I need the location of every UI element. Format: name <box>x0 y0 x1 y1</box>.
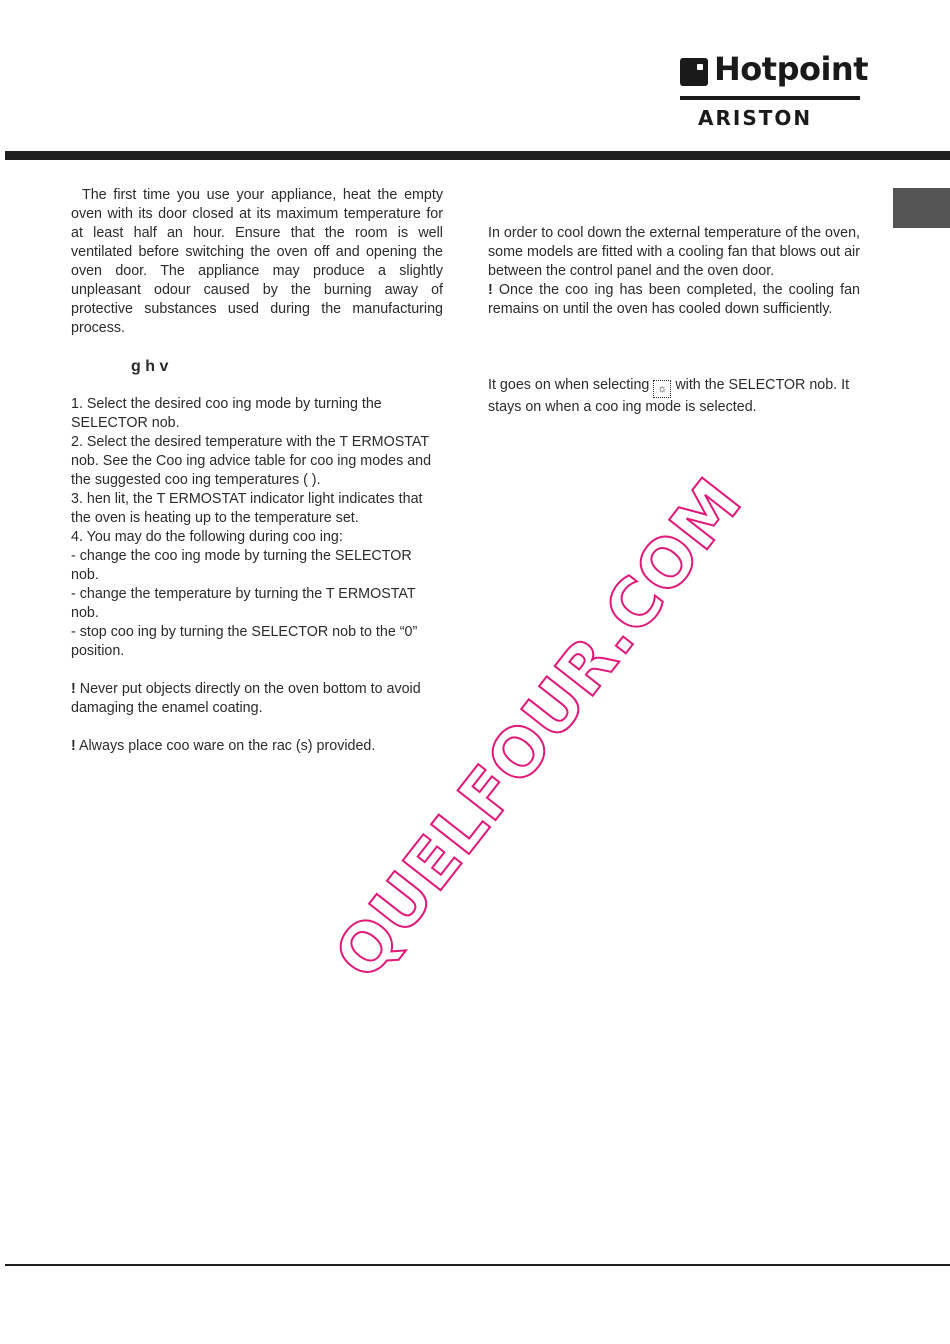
light-paragraph <box>488 376 860 417</box>
step-4c: - stop coo ing by turning the SELECTOR nob to the “0” position. <box>71 624 418 659</box>
right-column <box>488 224 860 417</box>
logo-mark-icon <box>680 58 708 86</box>
section-tab <box>893 188 950 228</box>
light-text-after: with the SELECTOR nob. It stays on when a coo ing mode is selected. <box>488 377 850 415</box>
brand-sub: ARISTON <box>698 106 813 130</box>
intro-paragraph: The first time you use your appliance, heat the empty oven with its door closed at its maximum temperature for at least half an hour. Ensure that the room is well ventilated before switching the oven off and opening the oven door. The appliance may produce a slightly unpleasant odour caused by the burning away of protective substances used during the manufacturing process. <box>71 187 443 336</box>
left-column <box>71 186 443 756</box>
step-4a: - change the coo ing mode by turning the SELECTOR nob. <box>71 548 412 583</box>
cooling-warning-text: Once the coo ing has been completed, the cooling fan remains on until the oven has cooled down sufficiently. <box>488 282 860 317</box>
warning-enamel <box>71 680 443 718</box>
step-4b: - change the temperature by turning the T ERMOSTAT nob. <box>71 586 416 621</box>
warning-mark: ! <box>488 282 493 298</box>
brand-name: Hotpoint <box>714 50 868 88</box>
cooling-warning <box>488 281 860 319</box>
step-4: 4. You may do the following during coo ing: <box>71 529 343 545</box>
cooling-paragraph: In order to cool down the external temperature of the oven, some models are fitted with a cooling fan that blows out air between the control panel and the oven door. <box>488 225 860 279</box>
watermark: QUELFOUR.COM <box>320 464 757 993</box>
lamp-icon: ☼ <box>653 380 671 398</box>
footer-rule <box>5 1264 950 1266</box>
brand-logo <box>680 50 868 132</box>
light-text-before: It goes on when selecting <box>488 377 650 393</box>
logo-rule <box>680 96 860 100</box>
warning-rack-text: Always place coo ware on the rac (s) provided. <box>78 738 376 754</box>
warning-rack <box>71 737 443 756</box>
step-3: 3. hen lit, the T ERMOSTAT indicator light indicates that the oven is heating up to the temperature set. <box>71 491 423 526</box>
section-heading: g h v <box>131 358 169 375</box>
warning-mark: ! <box>71 681 76 697</box>
header-bar <box>5 151 950 160</box>
warning-enamel-text: Never put objects directly on the oven bottom to avoid damaging the enamel coating. <box>71 681 421 716</box>
step-1: 1. Select the desired coo ing mode by turning the SELECTOR nob. <box>71 396 382 431</box>
warning-mark: ! <box>71 738 76 754</box>
step-2: 2. Select the desired temperature with the T ERMOSTAT nob. See the Coo ing advice table for coo ing modes and the suggested coo ing temperatures ( ). <box>71 434 432 488</box>
